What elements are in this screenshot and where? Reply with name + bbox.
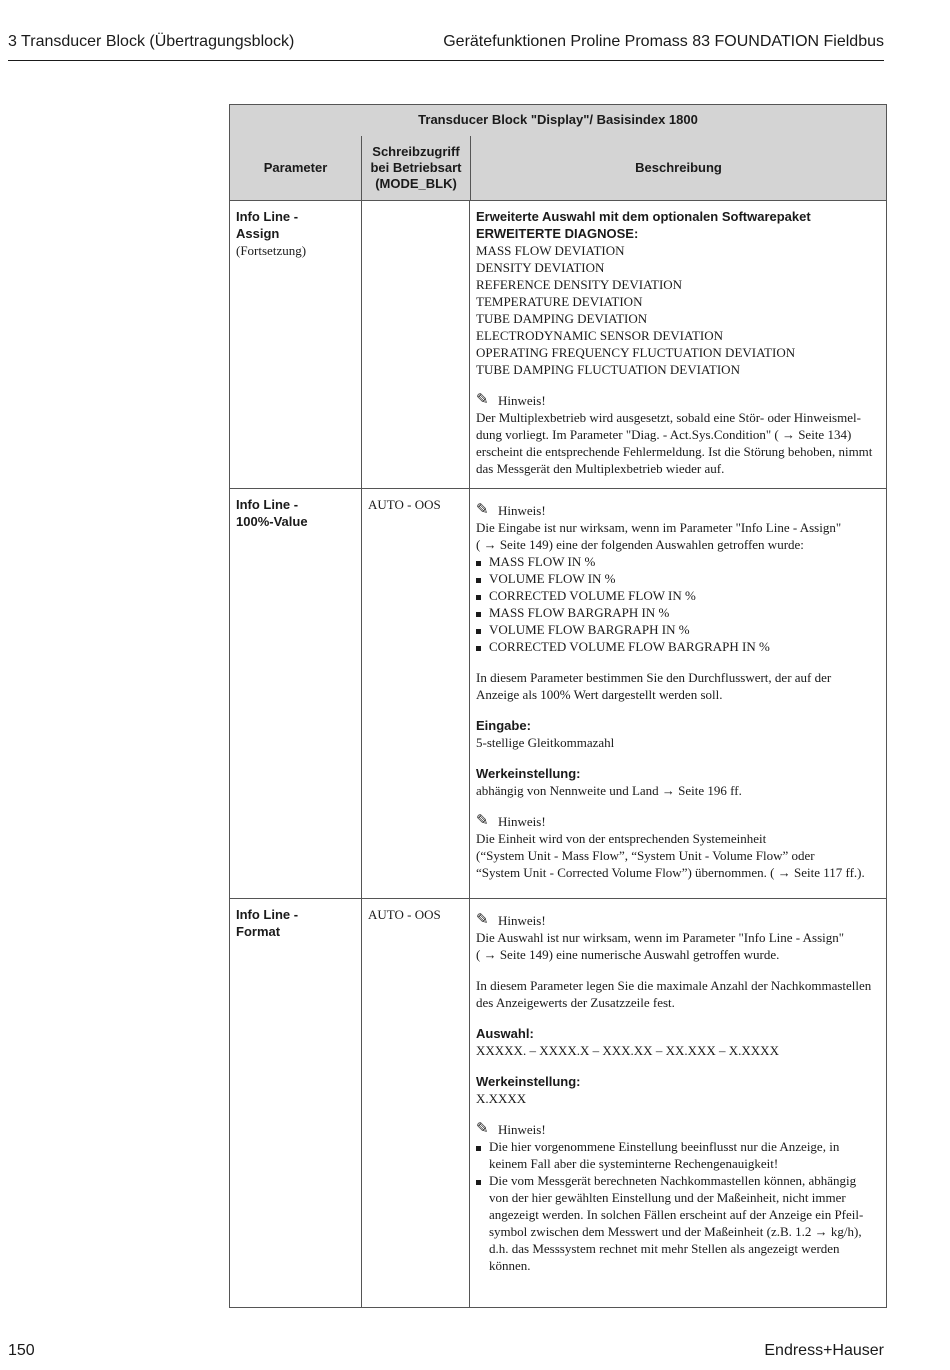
- option-item: ELECTRODYNAMIC SENSOR DEVIATION: [476, 328, 723, 343]
- column-header-parameter: Parameter: [263, 160, 328, 175]
- bullet-icon: [476, 1138, 489, 1172]
- list-item-text: Die vom Messgerät berechneten Nachkommastellen können, abhängig: [489, 1173, 857, 1188]
- note-text-line: erscheint die entsprechende Fehlermeldung. Ist die Störung behoben, nimmt: [476, 444, 873, 459]
- description-cell: [469, 489, 886, 898]
- bullet-icon: [476, 604, 489, 621]
- note-text-line: Die Auswahl ist nur wirksam, wenn im Parameter "Info Line - Assign": [476, 930, 845, 945]
- parameter-name-line-1: Info Line -: [236, 209, 299, 224]
- list-item: [476, 638, 880, 655]
- column-header-write-access: [361, 136, 470, 200]
- note-text-line: das Messgerät den Multiplexbetrieb wieder auf.: [476, 461, 725, 476]
- parameter-cell: [230, 899, 361, 1307]
- note-label: Hinweis!: [498, 393, 546, 408]
- pencil-note-icon: ✎: [476, 1121, 489, 1137]
- pencil-note-icon: ✎: [476, 912, 489, 928]
- parameter-name-line-1: Info Line -: [236, 497, 299, 512]
- list-item-text: können.: [489, 1258, 531, 1273]
- note-heading: [476, 912, 880, 929]
- input-label: Eingabe:: [476, 718, 531, 733]
- default-label: Werkeinstellung:: [476, 1074, 581, 1089]
- table-header: [230, 105, 886, 201]
- default-label: Werkeinstellung:: [476, 766, 581, 781]
- parameter-name-line-1: Info Line -: [236, 907, 299, 922]
- option-item: OPERATING FREQUENCY FLUCTUATION DEVIATION: [476, 345, 796, 360]
- table-row-info-line-format: [230, 899, 886, 1307]
- column-header-description: Beschreibung: [470, 136, 886, 200]
- list-item-text: MASS FLOW BARGRAPH IN %: [489, 605, 670, 620]
- table-title: Transducer Block "Display"/ Basisindex 1800: [418, 112, 698, 127]
- option-item: TEMPERATURE DEVIATION: [476, 294, 643, 309]
- list-item: [476, 553, 880, 570]
- note-text-line: Die Einheit wird von der entsprechenden Systemeinheit: [476, 831, 767, 846]
- description-subheading: ERWEITERTE DIAGNOSE:: [476, 226, 639, 241]
- option-item: TUBE DAMPING FLUCTUATION DEVIATION: [476, 362, 740, 377]
- input-value: 5-stellige Gleitkommazahl: [476, 735, 615, 750]
- list-item-text: Die hier vorgenommene Einstellung beeinflusst nur die Anzeige, in: [489, 1139, 840, 1154]
- bullet-icon: [476, 587, 489, 604]
- note-heading: [476, 392, 880, 409]
- list-item: [476, 570, 880, 587]
- transducer-block-table: [229, 104, 887, 1308]
- note-heading: [476, 502, 880, 519]
- note-label: Hinweis!: [498, 503, 546, 518]
- pencil-note-icon: ✎: [476, 392, 489, 408]
- default-value: abhängig von Nennweite und Land → Seite 196 ff.: [476, 783, 742, 798]
- bullet-icon: [476, 1172, 489, 1274]
- list-item: [476, 587, 880, 604]
- note-text-line: dung vorliegt. Im Parameter "Diag. - Act.Sys.Condition" ( → Seite 134): [476, 427, 852, 442]
- parameter-cell: [230, 489, 361, 898]
- paragraph-line: des Anzeigewerts der Zusatzzeile fest.: [476, 995, 675, 1010]
- pencil-note-icon: ✎: [476, 813, 489, 829]
- option-item: TUBE DAMPING DEVIATION: [476, 311, 648, 326]
- list-item-text: VOLUME FLOW IN %: [489, 571, 616, 586]
- note-text-line: ( → Seite 149) eine der folgenden Auswahlen getroffen wurde:: [476, 537, 804, 552]
- parameter-name-line-2: Format: [236, 924, 281, 939]
- header-rule: [8, 60, 884, 61]
- description-cell: [469, 201, 886, 488]
- write-access-line-2: bei Betriebsart: [370, 160, 462, 175]
- running-header-title: Gerätefunktionen Proline Promass 83 FOUNDATION Fieldbus: [443, 33, 884, 50]
- option-item: REFERENCE DENSITY DEVIATION: [476, 277, 683, 292]
- list-item-text: angezeigt werden. In solchen Fällen erscheint auf der Anzeige ein Pfeil-: [489, 1207, 864, 1222]
- list-item-text: d.h. das Messsystem rechnet mit mehr Stellen als angezeigt werden: [489, 1241, 840, 1256]
- select-value: XXXXX. – XXXX.X – XXX.XX – XX.XXX – X.XXXX: [476, 1043, 779, 1058]
- note-label: Hinweis!: [498, 913, 546, 928]
- option-item: DENSITY DEVIATION: [476, 260, 605, 275]
- access-cell: AUTO - OOS: [361, 899, 469, 1307]
- list-item: [476, 1138, 880, 1172]
- paragraph-line: Anzeige als 100% Wert dargestellt werden soll.: [476, 687, 723, 702]
- select-label: Auswahl:: [476, 1026, 534, 1041]
- write-access-line-1: Schreibzugriff: [372, 144, 460, 159]
- list-item: [476, 621, 880, 638]
- note-label: Hinweis!: [498, 814, 546, 829]
- parameter-continuation-note: (Fortsetzung): [236, 243, 307, 258]
- bullet-icon: [476, 570, 489, 587]
- parameter-name-line-2: 100%-Value: [236, 514, 308, 529]
- list-item-text: MASS FLOW IN %: [489, 554, 596, 569]
- option-item: MASS FLOW DEVIATION: [476, 243, 625, 258]
- table-row-info-line-100-value: [230, 489, 886, 899]
- pencil-note-icon: ✎: [476, 502, 489, 518]
- note-heading: [476, 1121, 880, 1138]
- list-item-text: von der hier gewählten Einstellung und der Maßeinheit, nicht immer: [489, 1190, 846, 1205]
- page-number: 150: [8, 1342, 35, 1359]
- list-item: [476, 1172, 880, 1274]
- bullet-icon: [476, 553, 489, 570]
- list-item-text: CORRECTED VOLUME FLOW BARGRAPH IN %: [489, 639, 770, 654]
- list-item-text: VOLUME FLOW BARGRAPH IN %: [489, 622, 690, 637]
- note-text-line: (“System Unit - Mass Flow”, “System Unit - Volume Flow” oder: [476, 848, 815, 863]
- list-item-text: symbol zwischen dem Messwert und der Maßeinheit (z.B. 1.2 → kg/h),: [489, 1224, 862, 1239]
- parameter-cell: [230, 201, 361, 488]
- note-heading: [476, 813, 880, 830]
- bullet-icon: [476, 621, 489, 638]
- paragraph-line: In diesem Parameter legen Sie die maximale Anzahl der Nachkommastellen: [476, 978, 872, 993]
- description-cell: [469, 899, 886, 1307]
- access-cell: [361, 201, 469, 488]
- access-cell: AUTO - OOS: [361, 489, 469, 898]
- note-text-line: Der Multiplexbetrieb wird ausgesetzt, sobald eine Stör- oder Hinweismel-: [476, 410, 861, 425]
- paragraph-line: In diesem Parameter bestimmen Sie den Durchflusswert, der auf der: [476, 670, 832, 685]
- note-text-line: Die Eingabe ist nur wirksam, wenn im Parameter "Info Line - Assign": [476, 520, 842, 535]
- brand-name: Endress+Hauser: [764, 1342, 884, 1359]
- default-value: X.XXXX: [476, 1091, 527, 1106]
- note-text-line: ( → Seite 149) eine numerische Auswahl getroffen wurde.: [476, 947, 780, 962]
- table-row-info-line-assign: [230, 201, 886, 489]
- list-item: [476, 604, 880, 621]
- running-header-chapter: 3 Transducer Block (Übertragungsblock): [8, 33, 295, 50]
- parameter-name-line-2: Assign: [236, 226, 280, 241]
- list-item-text: keinem Fall aber die systeminterne Rechengenauigkeit!: [489, 1156, 779, 1171]
- write-access-line-3: (MODE_BLK): [375, 176, 457, 191]
- description-heading: Erweiterte Auswahl mit dem optionalen Softwarepaket: [476, 209, 811, 224]
- note-text-line: “System Unit - Corrected Volume Flow”) übernommen. ( → Seite 117 ff.).: [476, 865, 865, 880]
- bullet-icon: [476, 638, 489, 655]
- note-label: Hinweis!: [498, 1122, 546, 1137]
- list-item-text: CORRECTED VOLUME FLOW IN %: [489, 588, 696, 603]
